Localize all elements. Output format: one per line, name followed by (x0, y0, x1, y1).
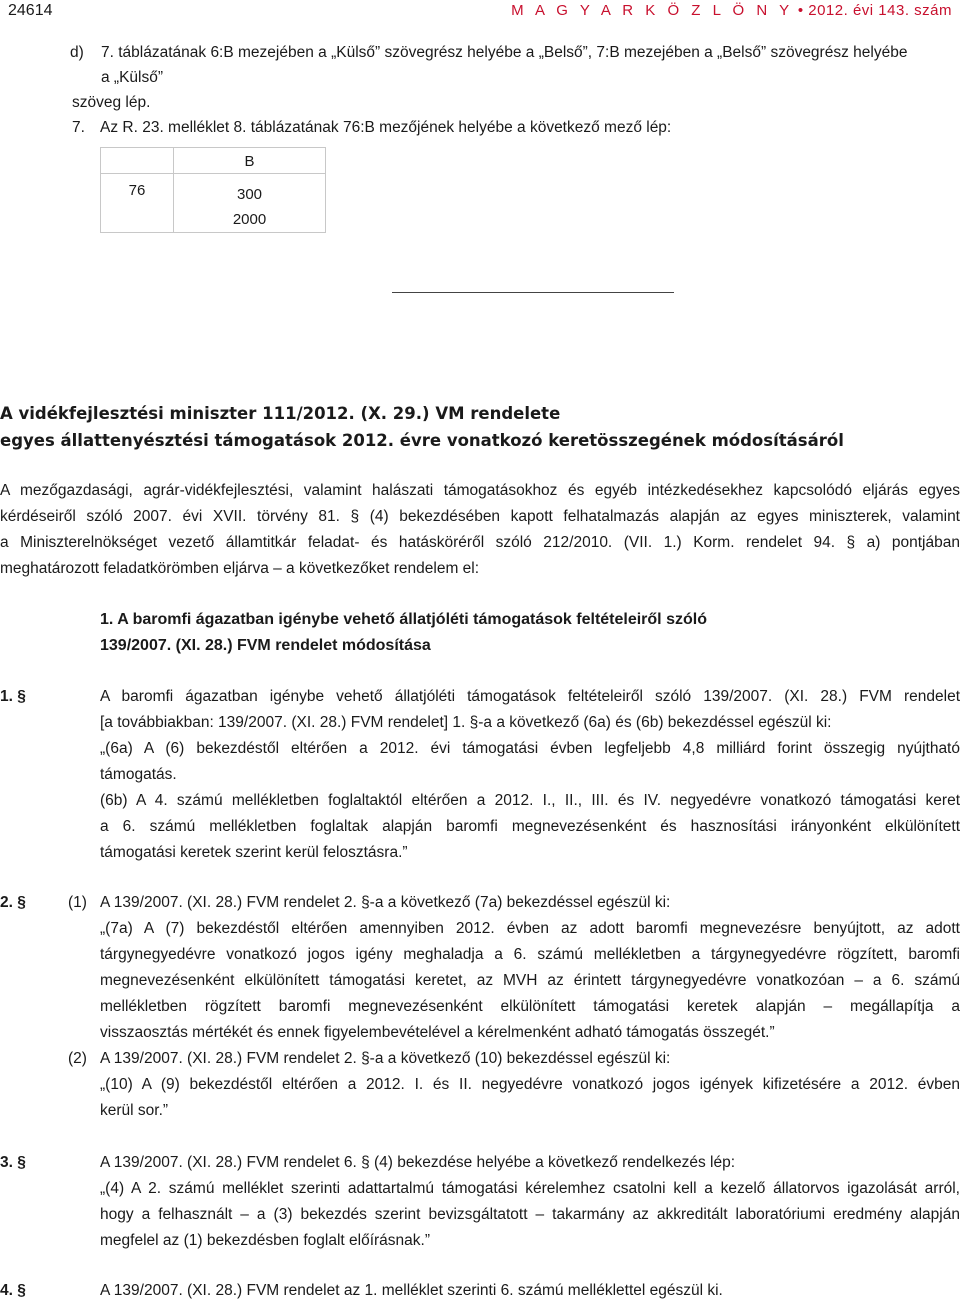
table-value-1: 300 (236, 186, 263, 203)
page-number: 24614 (8, 2, 53, 19)
paragraph-2-number: 2. § (0, 894, 26, 911)
section-heading-2: 139/2007. (XI. 28.) FVM rendelet módosítása (100, 637, 431, 654)
journal-title: M A G Y A R K Ö Z L Ö N Y (511, 2, 794, 19)
p3-line-1: A 139/2007. (XI. 28.) FVM rendelet 6. § (4) bekezdése helyébe a következő rendelkezés lép: (100, 1154, 736, 1171)
decree-title-line-2: egyes állattenyésztési támogatások 2012. évre vonatkozó keretösszegének módosításáról (0, 431, 844, 450)
p1-line-7: támogatási keretek szerint kerül felosztásra.” (100, 844, 408, 861)
p3-line-4: megfelel az (1) bekezdésben foglalt előírásnak.” (100, 1232, 430, 1249)
paragraph-4-number: 4. § (0, 1282, 26, 1299)
table-value-2: 2000 (232, 211, 267, 228)
table-col-header: B (174, 148, 326, 174)
running-header (511, 2, 952, 19)
paragraph-1-number: 1. § (0, 688, 26, 705)
p2-1-line-3: tárgynegyedévre vonatkozó jogos igény meghaladja a 6. számú mellékletben a tárgynegyedévre rögzített, baromfi (100, 946, 960, 963)
item-7-text: Az R. 23. melléklet 8. táblázatának 76:B mezőjének helyébe a következő mező lép: (100, 119, 672, 136)
preamble-line-1: A mezőgazdasági, agrár-vidékfejlesztési, valamint halászati támogatásokhoz és egyéb intézkedésekhez kapcsolódó eljárás egyes (0, 482, 960, 499)
table-row-label: 76 (101, 174, 174, 233)
p2-2-line-1: A 139/2007. (XI. 28.) FVM rendelet 2. §-a a következő (10) bekezdéssel egészül ki: (100, 1050, 671, 1067)
p1-line-1: A baromfi ágazatban igénybe vehető állatjóléti támogatások feltételeiről szóló 139/2007. (XI. 28.) FVM rendelet (100, 688, 960, 705)
section-divider (392, 292, 674, 293)
p2-1-line-4: megnevezésenként elkülönített támogatási keretet, az MVH az érintett tárgynegyedévre vonatkozóan – a 6. számú (100, 972, 960, 989)
p2-2-line-2: „(10) A (9) bekezdéstől eltérően a 2012. I. és II. negyedévre vonatkozó jogos igények kifizetésére a 2012. évben (100, 1076, 960, 1093)
preamble-line-2: kérdéseiről szóló 2007. évi XVII. törvény 81. § (4) bekezdésében kapott felhatalmazás alapján az egyes miniszterek, valamint (0, 508, 960, 525)
p1-line-5: (6b) A 4. számú mellékletben foglaltaktól eltérően a 2012. I., II., III. és IV. negyedévre vonatkozó támogatási keret (100, 792, 960, 809)
p2-sub-1-label: (1) (68, 894, 87, 911)
paragraph-3-number: 3. § (0, 1154, 26, 1171)
table-corner-cell (101, 148, 174, 174)
p3-line-2: „(4) A 2. számú melléklet szerinti adattartalmú támogatási kérelemhez csatolni kell a kezelő állatorvos igazolását arról, (100, 1180, 960, 1197)
p2-sub-2-label: (2) (68, 1050, 87, 1067)
replacement-table (100, 147, 326, 233)
p1-line-6: a 6. számú mellékletben foglaltak alapján baromfi megnevezésenként és hasznosítási irányonként elkülönített (100, 818, 960, 835)
preamble-line-4: meghatározott feladatkörömben eljárva – a következőket rendelem el: (0, 560, 480, 577)
issue-info: 2012. évi 143. szám (808, 2, 952, 19)
item-d-text-1: 7. táblázatának 6:B mezejében a „Külső” szövegrész helyébe a „Belső”, 7:B mezejében a „Belső” szövegrész helyébe (101, 44, 908, 61)
p4-line-1: A 139/2007. (XI. 28.) FVM rendelet az 1. melléklet szerinti 6. számú melléklettel egészül ki. (100, 1282, 723, 1299)
p1-line-2: [a továbbiakban: 139/2007. (XI. 28.) FVM rendelet] 1. §-a a következő (6a) és (6b) bekezdéssel egészül ki: (100, 714, 832, 731)
p1-line-4: támogatás. (100, 766, 177, 783)
preamble-line-3: a Miniszterelnökséget vezető államtitkár feladat- és hatásköréről szóló 212/2010. (VII. 1.) Korm. rendelet 94. § a) pontjában (0, 534, 960, 551)
table-value-cell (174, 174, 326, 233)
decree-title-line-1: A vidékfejlesztési miniszter 111/2012. (X. 29.) VM rendelete (0, 404, 561, 423)
p2-1-line-6: visszaosztás mértékét és ennek figyelembevételével a kérelmenként adható támogatás összegét.” (100, 1024, 775, 1041)
item-d-text-3: szöveg lép. (72, 94, 151, 111)
item-d-label: d) (70, 44, 84, 61)
item-d-text-2: a „Külső” (101, 69, 164, 86)
p1-line-3: „(6a) A (6) bekezdéstől eltérően a 2012. évi támogatási évben legfeljebb 4,8 milliárd forint összegig nyújtható (100, 740, 960, 757)
p2-1-line-1: A 139/2007. (XI. 28.) FVM rendelet 2. §-a a következő (7a) bekezdéssel egészül ki: (100, 894, 671, 911)
section-heading-1: 1. A baromfi ágazatban igénybe vehető állatjóléti támogatások feltételeiről szóló (100, 611, 707, 628)
p2-2-line-3: kerül sor.” (100, 1102, 169, 1119)
p2-1-line-5: mellékletben rögzített baromfi megnevezésenként elkülönített támogatási keretek alapján – megállapítja a (100, 998, 960, 1015)
p3-line-3: hogy a felhasznált – a (3) bekezdés szerint bevizsgáltatott – takarmány az akkreditált laboratóriumi eredmény alapján (100, 1206, 960, 1223)
header-bullet: • (797, 2, 804, 19)
p2-1-line-2: „(7a) A (7) bekezdéstől eltérően amennyiben 2012. évben az adott baromfi megnevezésre benyújtott, az adott (100, 920, 960, 937)
item-7-label: 7. (72, 119, 85, 136)
